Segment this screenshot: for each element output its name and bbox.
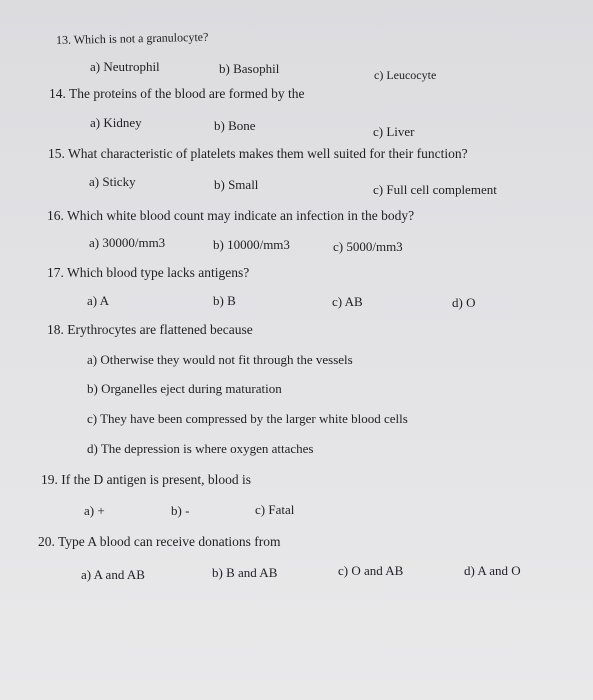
q20-option-b: b) B and AB [212,565,278,580]
q14-option-b: b) Bone [214,118,256,133]
q16-option-a: a) 30000/mm3 [89,235,166,250]
q18-option-c: c) They have been compressed by the larger white blood cells [87,411,408,426]
q17-option-b: b) B [213,293,236,308]
q16-option-c: c) 5000/mm3 [333,239,403,254]
q13-option-b: b) Basophil [219,61,280,76]
question-17: 17. Which blood type lacks antigens? [47,265,250,280]
q19-option-c: c) Fatal [255,502,295,517]
q13-option-a: a) Neutrophil [90,59,160,74]
q20-option-d: d) A and O [464,563,521,578]
q14-option-a: a) Kidney [90,115,142,130]
question-18: 18. Erythrocytes are flattened because [47,322,253,337]
q19-option-b: b) - [171,503,190,518]
q18-option-d: d) The depression is where oxygen attaches [87,441,314,456]
q16-option-b: b) 10000/mm3 [213,237,290,252]
q20-option-c: c) O and AB [338,563,404,578]
question-19: 19. If the D antigen is present, blood is [41,472,251,487]
q17-option-a: a) A [87,293,110,308]
q19-option-a: a) + [84,503,105,518]
q17-option-c: c) AB [332,294,363,309]
q15-option-b: b) Small [214,177,259,192]
question-15: 15. What characteristic of platelets makes them well suited for their function? [48,146,468,161]
q15-option-a: a) Sticky [89,174,136,189]
q18-option-b: b) Organelles eject during maturation [87,381,282,396]
question-13: 13. Which is not a granulocyte? [55,29,209,47]
q17-option-d: d) O [452,295,476,310]
question-16: 16. Which white blood count may indicate an infection in the body? [47,208,415,223]
q20-option-a: a) A and AB [81,567,145,582]
q18-option-a: a) Otherwise they would not fit through the vessels [87,352,353,367]
q15-option-c: c) Full cell complement [373,182,497,197]
q14-option-c: c) Liver [373,124,415,139]
question-20: 20. Type A blood can receive donations from [38,534,281,549]
question-14: 14. The proteins of the blood are formed by the [49,86,305,101]
q13-option-c: c) Leucocyte [374,68,437,82]
